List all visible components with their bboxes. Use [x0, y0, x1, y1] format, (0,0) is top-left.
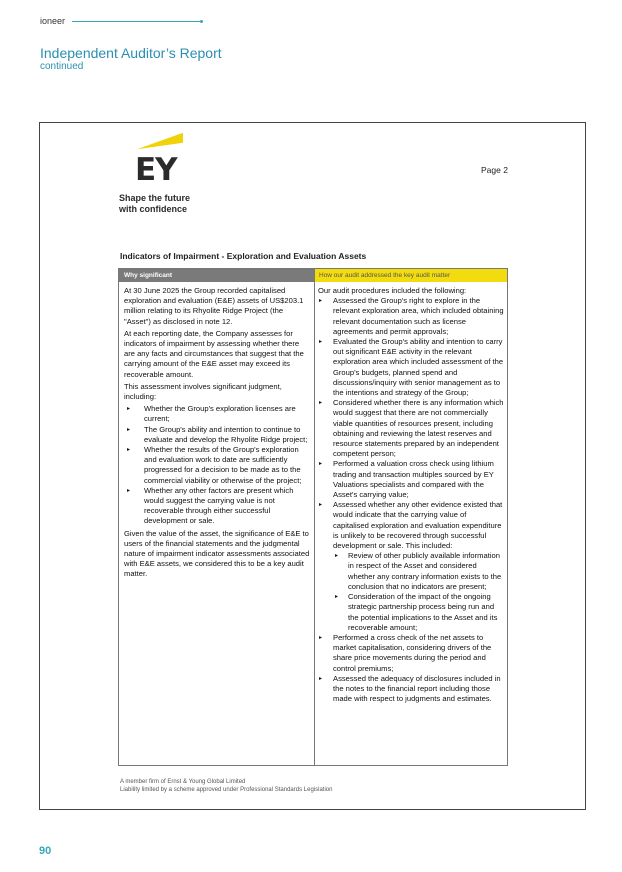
audit-response-body: [315, 282, 507, 704]
list-item: ▸ Evaluated the Group's ability and intention to carry out significant E&E activity in the relevant exploration area which included assessment of the Group's budgets, planned spend and discussions/inquiry with senior management as to the intentions and strategy of the Group;: [318, 337, 504, 398]
list-item: ▸ Whether the Group's exploration licenses are current;: [124, 404, 310, 424]
audit-response-column: [315, 269, 507, 765]
ey-logo-beam-icon: [137, 133, 183, 149]
list-item: ▸ The Group's ability and intention to continue to evaluate and develop the Rhyolite Ridge project;: [124, 425, 310, 445]
why-significant-column: [119, 269, 315, 765]
page-folio: 90: [39, 845, 52, 857]
key-audit-matter-table: [118, 268, 508, 766]
sub-list-item: ▸ Consideration of the impact of the ongoing strategic partnership process being run and the potential implications to the Asset and its recoverable amount;: [318, 592, 504, 633]
list-item: ▸ Whether any other factors are present which would suggest the carrying value is not recoverable through either successful development or sale.: [124, 486, 310, 527]
tagline-line-2: with confidence: [119, 204, 188, 214]
list-item: ▸ Assessed the adequacy of disclosures included in the notes to the financial report including those made with respect to judgments and estimates.: [318, 674, 504, 705]
list-item: ▸ Assessed the Group's right to explore in the relevant exploration area, which included obtaining relevant documentation such as license agreements and permit approvals;: [318, 296, 504, 337]
list-item: ▸ Considered whether there is any information which would suggest that there are not commercially viable quantities of resources present, including obtaining and reviewing the latest reserves and resource statements prepared by an independent competent person;: [318, 398, 504, 459]
left-paragraph-3: This assessment involves significant judgment, including:: [124, 381, 282, 402]
left-paragraph-4: Given the value of the asset, the significance of E&E to users of the financial statements and the judgmental nature of impairment indicator assessments associated with E&E assets, we considered this to be a key audit matter.: [124, 528, 310, 579]
footnote-line-1: A member firm of Ernst & Young Global Limited: [120, 779, 246, 785]
left-paragraph-2: At each reporting date, the Company assesses for indicators of impairment by assessing whether there are any facts and circumstances that suggest that the carrying amount of the E&E asset may exceed its recoverable amount.: [124, 328, 304, 379]
list-item: ▸ Whether the results of the Group's exploration and evaluation work to date are sufficiently progressed for a decision to be made as to the commercial viability or otherwise of the project;: [124, 445, 310, 486]
why-significant-body: [119, 282, 314, 580]
tagline-line-1: Shape the future: [119, 193, 191, 203]
list-item: ▸ Performed a cross check of the net assets to market capitalisation, considering drivers of the share price movements during the period and control premiums;: [318, 633, 504, 674]
list-item: ▸ Assessed whether any other evidence existed that would indicate that the carrying value of capitalised exploration and evaluation expenditure is unlikely to be recovered through successful development or sale. This included:: [318, 500, 504, 551]
ey-logo-mark: EY: [135, 152, 177, 188]
ey-logo-tagline: [119, 193, 190, 215]
why-significant-header: Why significant: [119, 269, 314, 282]
ey-logo: [119, 136, 199, 214]
legal-footnote: [120, 779, 332, 794]
section-title: Indicators of Impairment - Exploration and Evaluation Assets: [120, 251, 367, 261]
left-paragraph-1: At 30 June 2025 the Group recorded capitalised exploration and evaluation (E&E) assets of US$203.1 million relating to its Rhyolite Ridge Project (the "Asset") as disclosed in note 12.: [124, 286, 304, 326]
brand-name: ioneer: [40, 16, 66, 26]
audit-response-header: How our audit addressed the key audit matter: [315, 269, 507, 282]
sub-list-item: ▸ Review of other publicly available information in respect of the Asset and considered whether any contrary information exists to the conclusion that no indicators are present;: [318, 551, 504, 592]
page-subtitle: continued: [40, 61, 84, 72]
list-item: ▸ Performed a valuation cross check using lithium trading and transaction multiples sourced by EY Valuations specialists and compared with the Asset's carrying value;: [318, 459, 504, 500]
header-rule: [72, 21, 202, 22]
footnote-line-2: Liability limited by a scheme approved under Professional Standards Legislation: [120, 786, 333, 793]
page-title: Independent Auditor’s Report: [40, 45, 222, 61]
page-number-label: Page 2: [481, 165, 508, 175]
right-intro: Our audit procedures included the following:: [318, 286, 467, 295]
